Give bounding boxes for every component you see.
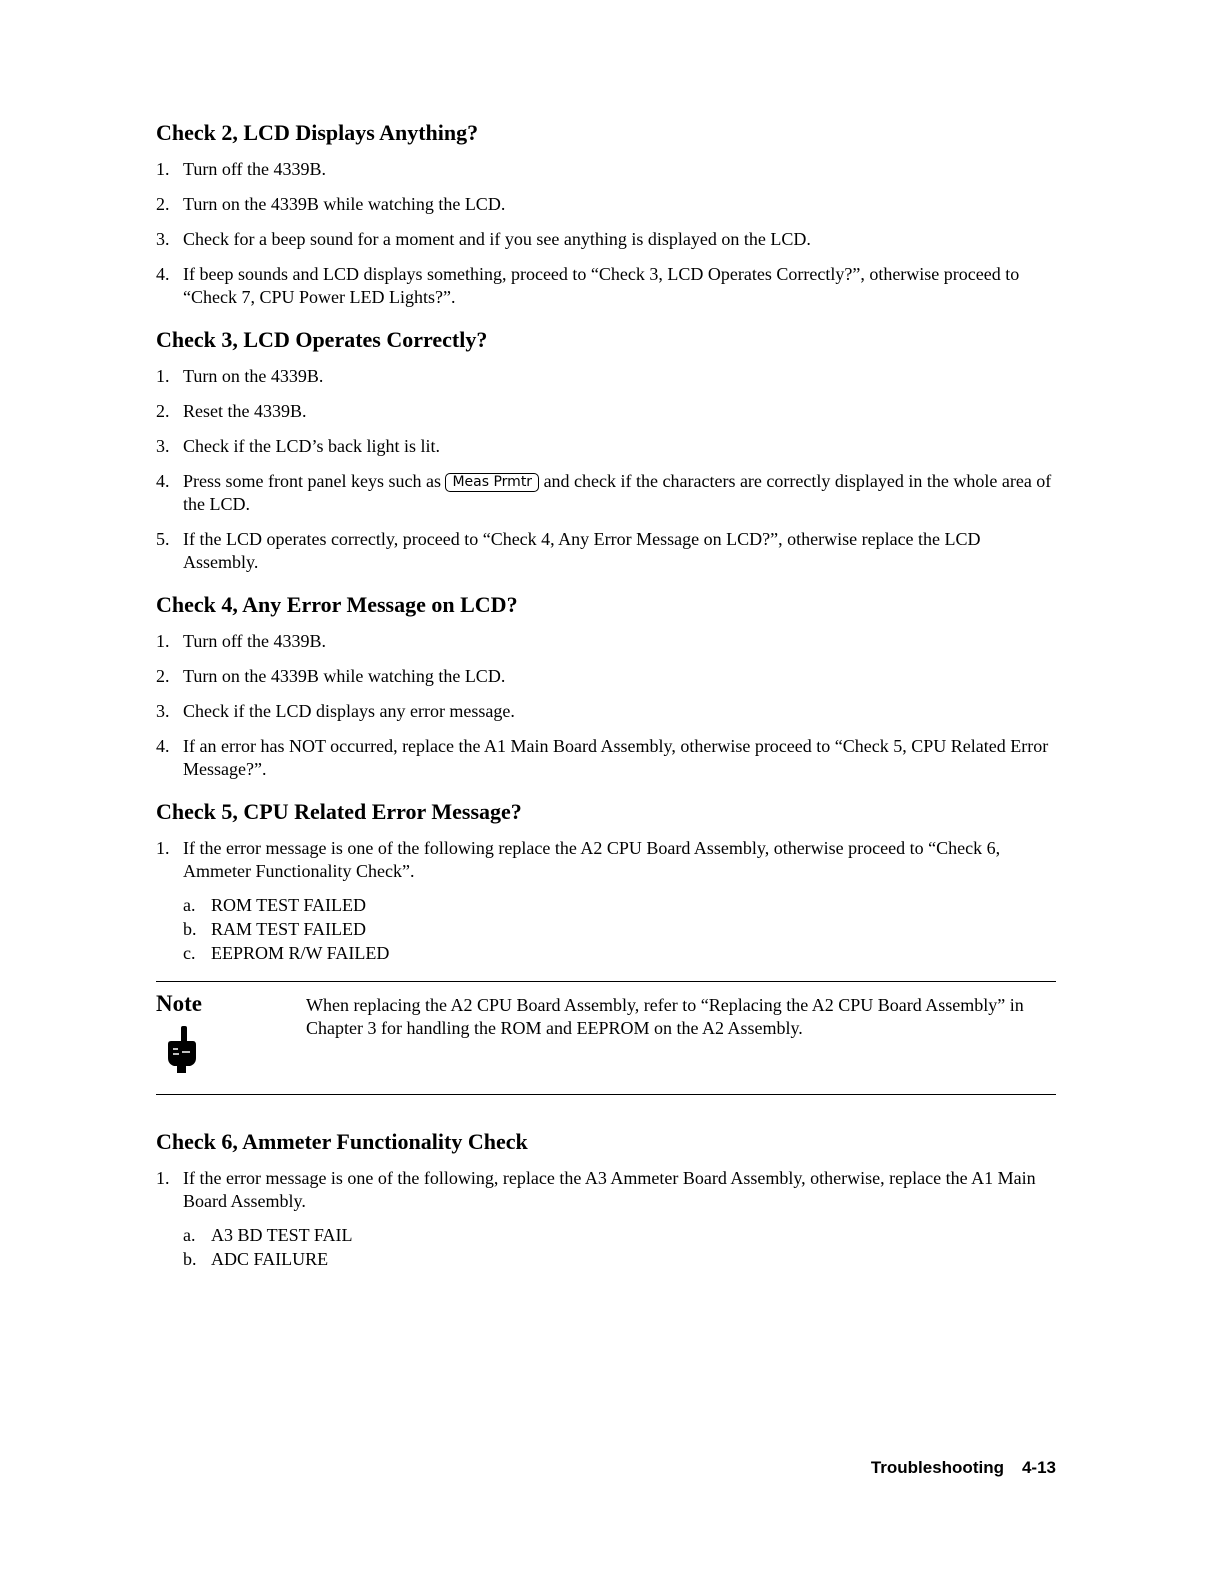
list-item <box>156 263 1056 309</box>
step-text-after: and check if the characters are correctly displayed in the whole area of the LCD. <box>183 471 1052 514</box>
step-number: 1. <box>156 1168 170 1188</box>
sub-step-letter: a. <box>183 895 196 915</box>
step-number: 3. <box>156 701 170 721</box>
step-number: 3. <box>156 436 170 456</box>
sub-step-letter: b. <box>183 1249 197 1269</box>
step-text: Turn off the 4339B. <box>183 159 327 179</box>
step-number: 2. <box>156 666 170 686</box>
step-text: If beep sounds and LCD displays something, proceed to “Check 3, LCD Operates Correctly?”, otherwise proceed to “Check 7, CPU Power LED Lights?”. <box>183 264 1020 307</box>
step-list <box>156 158 1056 309</box>
section-heading: Check 3, LCD Operates Correctly? <box>156 327 488 352</box>
pointing-hand-icon <box>164 1024 198 1074</box>
page-footer <box>871 1458 1056 1478</box>
step-number: 4. <box>156 471 170 491</box>
meas-prmtr-key: Meas Prmtr <box>445 473 539 492</box>
step-text: Turn on the 4339B while watching the LCD. <box>183 194 506 214</box>
error-message: ROM TEST FAILED <box>211 895 367 915</box>
step-text: Check if the LCD’s back light is lit. <box>183 436 440 456</box>
step-number: 4. <box>156 736 170 756</box>
step-number: 5. <box>156 529 170 549</box>
step-list <box>156 630 1056 781</box>
sub-step-letter: b. <box>183 919 197 939</box>
step-text: Turn on the 4339B while watching the LCD. <box>183 666 506 686</box>
list-item <box>183 893 1056 917</box>
page-number: 4-13 <box>1021 1458 1056 1477</box>
list-item <box>156 228 1056 251</box>
list-item <box>156 665 1056 688</box>
step-number: 1. <box>156 366 170 386</box>
error-message-list <box>183 893 1056 965</box>
list-item <box>156 435 1056 458</box>
step-number: 1. <box>156 631 170 651</box>
list-item <box>156 400 1056 423</box>
sub-step-letter: a. <box>183 1225 196 1245</box>
step-list <box>156 1167 1056 1271</box>
footer-chapter: Troubleshooting <box>870 1458 1004 1477</box>
list-item <box>156 735 1056 781</box>
error-message: EEPROM R/W FAILED <box>211 943 390 963</box>
note-text: When replacing the A2 CPU Board Assembly, refer to “Replacing the A2 CPU Board Assembly” in Chapter 3 for handling the ROM and EEPROM on the A2 Assembly. <box>306 995 1024 1038</box>
error-message-list <box>183 1223 1056 1271</box>
step-text: Turn off the 4339B. <box>183 631 327 651</box>
step-text: If the error message is one of the following replace the A2 CPU Board Assembly, otherwise proceed to “Check 6, Ammeter Functionality Check”. <box>183 838 1001 881</box>
step-list <box>156 837 1056 965</box>
step-text: Reset the 4339B. <box>183 401 307 421</box>
step-number: 2. <box>156 401 170 421</box>
note-label <box>156 990 306 1074</box>
section-heading: Check 6, Ammeter Functionality Check <box>156 1129 528 1154</box>
list-item <box>156 470 1056 516</box>
list-item <box>156 700 1056 723</box>
section-check-4 <box>156 590 1056 781</box>
sub-step-letter: c. <box>183 943 196 963</box>
list-item <box>156 1167 1056 1271</box>
step-number: 2. <box>156 194 170 214</box>
list-item <box>156 837 1056 965</box>
section-check-2 <box>156 118 1056 309</box>
step-text: If the error message is one of the following, replace the A3 Ammeter Board Assembly, otherwise, replace the A1 Main Board Assembly. <box>183 1168 1036 1211</box>
step-number: 1. <box>156 838 170 858</box>
error-message: ADC FAILURE <box>211 1249 329 1269</box>
list-item <box>183 1247 1056 1271</box>
list-item <box>183 917 1056 941</box>
list-item <box>183 941 1056 965</box>
note-box <box>156 981 1056 1095</box>
step-text: Turn on the 4339B. <box>183 366 324 386</box>
step-text: If an error has NOT occurred, replace the A1 Main Board Assembly, otherwise proceed to “Check 5, CPU Related Error Message?”. <box>183 736 1049 779</box>
section-check-5 <box>156 797 1056 965</box>
step-number: 4. <box>156 264 170 284</box>
list-item <box>156 528 1056 574</box>
list-item <box>156 158 1056 181</box>
step-text: Check if the LCD displays any error message. <box>183 701 515 721</box>
list-item <box>156 193 1056 216</box>
step-text: If the LCD operates correctly, proceed to “Check 4, Any Error Message on LCD?”, otherwise replace the LCD Assembly. <box>183 529 981 572</box>
section-check-3 <box>156 325 1056 574</box>
step-list <box>156 365 1056 574</box>
step-number: 1. <box>156 159 170 179</box>
step-number: 3. <box>156 229 170 249</box>
section-heading: Check 2, LCD Displays Anything? <box>156 120 479 145</box>
list-item <box>156 365 1056 388</box>
error-message: A3 BD TEST FAIL <box>211 1225 353 1245</box>
document-body <box>156 118 1056 1287</box>
note-title: Note <box>156 991 202 1016</box>
section-heading: Check 4, Any Error Message on LCD? <box>156 592 518 617</box>
step-text: Check for a beep sound for a moment and if you see anything is displayed on the LCD. <box>183 229 811 249</box>
list-item <box>183 1223 1056 1247</box>
error-message: RAM TEST FAILED <box>211 919 367 939</box>
section-check-6 <box>156 1127 1056 1271</box>
step-text-before: Press some front panel keys such as <box>183 471 441 491</box>
list-item <box>156 630 1056 653</box>
section-heading: Check 5, CPU Related Error Message? <box>156 799 522 824</box>
